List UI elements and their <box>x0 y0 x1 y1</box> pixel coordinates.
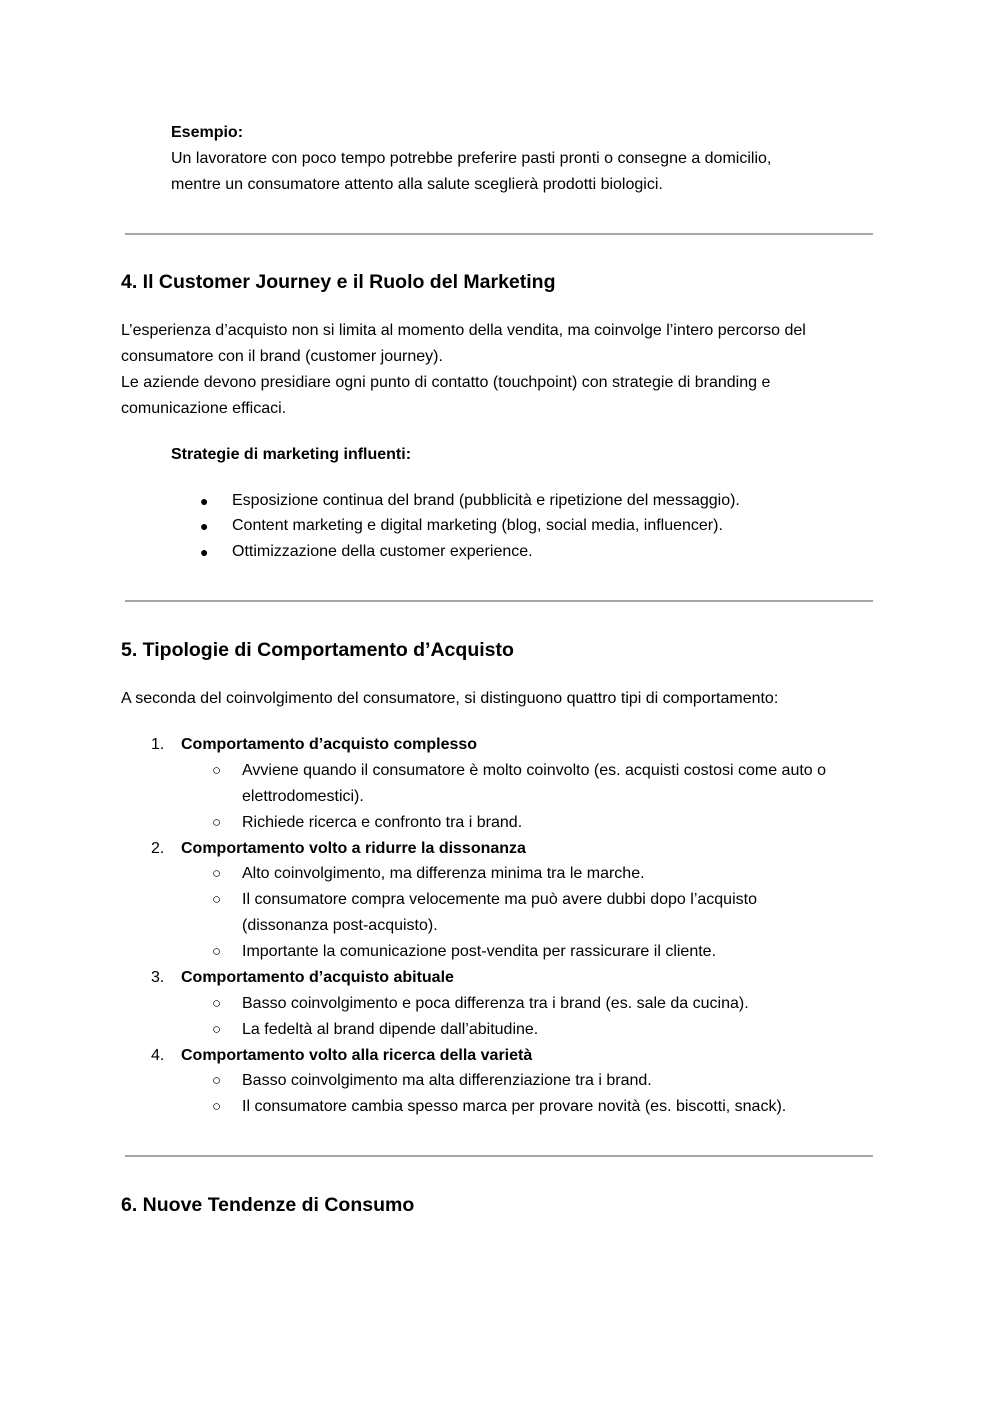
behavior-type-title: Comportamento d’acquisto complesso <box>181 736 478 753</box>
section-4-paragraph-2-line-2: comunicazione efficaci. <box>121 400 287 417</box>
behavior-point: Il consumatore compra velocemente ma può avere dubbi dopo l’acquisto <box>242 891 757 908</box>
strategy-item: Esposizione continua del brand (pubblicità e ripetizione del messaggio). <box>232 492 740 509</box>
section-4-heading: 4. Il Customer Journey e il Ruolo del Marketing <box>121 271 556 293</box>
behavior-point: Il consumatore cambia spesso marca per provare novità (es. biscotti, snack). <box>242 1098 787 1115</box>
section-4-paragraph-2-line-1: Le aziende devono presidiare ogni punto di contatto (touchpoint) con strategie di branding e <box>121 374 771 391</box>
section-4-paragraph-1-line-1: L’esperienza d’acquisto non si limita al momento della vendita, ma coinvolge l’intero percorso del <box>121 322 806 339</box>
circle-bullet-icon: ○ <box>212 865 222 882</box>
section-5-heading: 5. Tipologie di Comportamento d’Acquisto <box>121 639 514 661</box>
behavior-type-title: Comportamento volto a ridurre la dissonanza <box>181 840 526 857</box>
section-divider <box>125 600 873 602</box>
list-number: 2. <box>151 840 165 857</box>
list-number: 3. <box>151 969 165 986</box>
behavior-point: Richiede ricerca e confronto tra i brand. <box>242 814 523 831</box>
strategy-item: Content marketing e digital marketing (blog, social media, influencer). <box>232 517 723 534</box>
behavior-point: Alto coinvolgimento, ma differenza minima tra le marche. <box>242 865 645 882</box>
circle-bullet-icon: ○ <box>212 1098 222 1115</box>
bullet-icon: ● <box>200 518 209 534</box>
behavior-point-continuation: elettrodomestici). <box>242 788 364 805</box>
bullet-icon: ● <box>200 544 209 560</box>
section-4-paragraph-1-line-2: consumatore con il brand (customer journey). <box>121 348 443 365</box>
behavior-point: La fedeltà al brand dipende dall’abitudine. <box>242 1021 539 1038</box>
circle-bullet-icon: ○ <box>212 1021 222 1038</box>
list-number: 1. <box>151 736 165 753</box>
list-number: 4. <box>151 1047 165 1064</box>
behavior-point: Basso coinvolgimento ma alta differenziazione tra i brand. <box>242 1072 652 1089</box>
strategies-label: Strategie di marketing influenti: <box>171 446 412 463</box>
circle-bullet-icon: ○ <box>212 762 222 779</box>
behavior-point-continuation: (dissonanza post-acquisto). <box>242 917 438 934</box>
circle-bullet-icon: ○ <box>212 1072 222 1089</box>
behavior-point: Importante la comunicazione post-vendita per rassicurare il cliente. <box>242 943 717 960</box>
section-6-heading: 6. Nuove Tendenze di Consumo <box>121 1194 415 1216</box>
circle-bullet-icon: ○ <box>212 814 222 831</box>
section-divider <box>125 1155 873 1157</box>
behavior-type-title: Comportamento d’acquisto abituale <box>181 969 454 986</box>
strategy-item: Ottimizzazione della customer experience. <box>232 543 533 560</box>
bullet-icon: ● <box>200 493 209 509</box>
behavior-point: Basso coinvolgimento e poca differenza tra i brand (es. sale da cucina). <box>242 995 749 1012</box>
example-text-line-2: mentre un consumatore attento alla salute sceglierà prodotti biologici. <box>171 176 663 193</box>
section-divider <box>125 233 873 235</box>
circle-bullet-icon: ○ <box>212 891 222 908</box>
section-5-intro: A seconda del coinvolgimento del consumatore, si distinguono quattro tipi di comportamento: <box>121 690 779 707</box>
behavior-type-title: Comportamento volto alla ricerca della varietà <box>181 1047 533 1064</box>
behavior-point: Avviene quando il consumatore è molto coinvolto (es. acquisti costosi come auto o <box>242 762 827 779</box>
circle-bullet-icon: ○ <box>212 995 222 1012</box>
example-label: Esempio: <box>171 124 244 141</box>
example-text-line-1: Un lavoratore con poco tempo potrebbe preferire pasti pronti o consegne a domicilio, <box>171 150 772 167</box>
circle-bullet-icon: ○ <box>212 943 222 960</box>
